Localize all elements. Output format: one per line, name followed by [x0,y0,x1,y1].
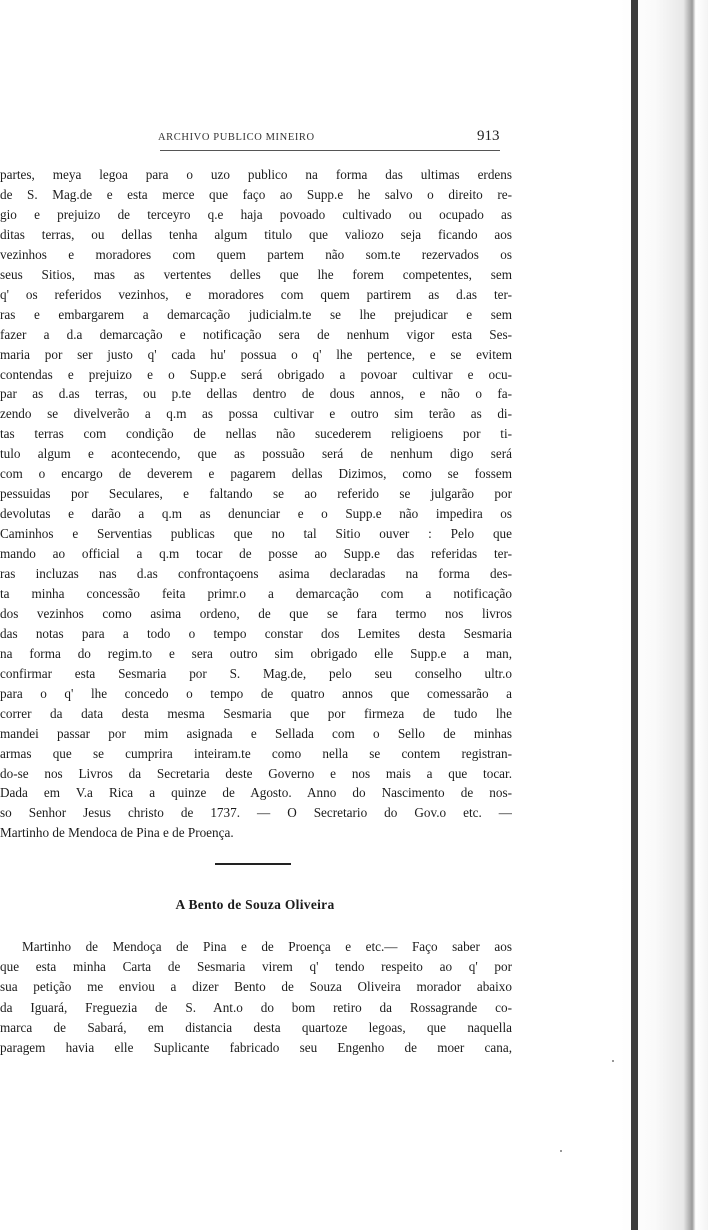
text-line: correr da data desta mesma Sesmaria que por firmeza de tudo lhe [0,705,512,721]
text-line: maria por ser justo q' cada hu' possua o q' lhe pertence, e se evitem [0,346,512,362]
text-line: que esta minha Carta de Sesmaria virem q' tendo respeito ao q' por [0,959,512,975]
text-line: mandei passar por mim asignada e Sellada com o Sello de minhas [0,725,512,741]
text-line: armas que se cumprira inteiram.te como nella se contem registran- [0,745,512,761]
paper-speck [560,1150,562,1152]
text-line: confirmar esta Sesmaria por S. Mag.de, pelo seu conselho ultr.o [0,665,512,681]
text-line: contendas e prejuizo e o Supp.e será obrigado a povoar cultivar e ocu- [0,366,512,382]
text-line: vezinhos e moradores com quem partem não som.te rezervados os [0,246,512,262]
text-line: ras incluzas nas d.as confrontaçoens asima declaradas na forma des- [0,566,512,581]
text-line: seus Sitios, mas as vertentes delles que lhe forem competentes, sem [0,266,512,282]
text-line: gio e prejuizo de terceyro q.e haja povoado cultivado ou ocupado as [0,206,512,222]
text-line: Martinho de Mendoça de Pina e de Proença e etc.— Faço saber aos [22,939,512,954]
text-line: na forma do regim.to e sera outro sim obrigado elle Supp.e a man, [0,645,512,661]
text-line: Martinho de Mendoca de Pina e de Proença. [0,825,234,841]
section-divider [215,863,291,865]
text-line: fazer a d.a demarcação e notificação sera de nenhum vigor esta Ses- [0,326,512,342]
text-line: partes, meya legoa para o uzo publico na forma das ultimas erdens [0,167,512,182]
text-line: so Senhor Jesus christo de 1737. — O Secretario do Gov.o etc. — [0,805,512,821]
text-line: de S. Mag.de e esta merce que faço ao Supp.e he salvo o direito re- [0,186,512,202]
text-line: para o q' lhe concedo o tempo de quatro annos que comessarão a [0,685,512,701]
text-line: tulo algum e acontecendo, que as possuão será de nenhum digo será [0,446,512,462]
text-line: marca de Sabará, em distancia desta quartoze legoas, que naquella [0,1019,512,1035]
header-rule [160,150,500,151]
text-line: devolutas e darão a q.m as denunciar e o Supp.e não impedira os [0,506,512,522]
page-number: 913 [477,128,500,144]
text-line: ditas terras, ou dellas tenha algum titulo que valiozo seja ficando aos [0,226,512,242]
text-line: Dada em V.a Rica a quinze de Agosto. Anno do Nascimento de nos- [0,785,512,801]
section-heading: A Bento de Souza Oliveira [175,897,335,912]
text-line: sua petição me enviou a dizer Bento de Souza Oliveira morador abaixo [0,979,512,995]
text-line: pessuidas por Seculares, e faltando se ao referido se julgarão por [0,486,512,502]
book-spine-edge [631,0,638,1230]
text-line: par as d.as terras, ou p.te dellas dentro de dous annos, e não o fa- [0,386,512,402]
text-line: da Iguará, Freguezia de S. Ant.o do bom retiro da Rossagrande co- [0,999,512,1015]
text-line: com o encargo de deverem e pagarem dellas Dizimos, como se fossem [0,466,512,482]
text-line: tas terras com condição de nellas não sucederem religioens por ti- [0,426,512,442]
text-line: mando ao official a q.m tocar de posse ao Supp.e das referidas ter- [0,546,512,562]
text-line: q' os referidos vezinhos, e moradores com quem partirem as d.as ter- [0,286,512,302]
text-line: das notas para a todo o tempo constar dos Lemites desta Sesmaria [0,625,512,641]
text-line: ta minha concessão feita primr.o a demarcação com a notificação [0,585,512,601]
page-header [0,128,520,148]
text-line: ras e embargarem a demarcação judicialm.te se lhe prejudicar e sem [0,306,512,322]
paper-speck [612,1060,614,1062]
text-line: do-se nos Livros da Secretaria deste Governo e nos mais a que tocar. [0,765,512,781]
text-line: paragem havia elle Suplicante fabricado seu Engenho de moer cana, [0,1040,512,1055]
text-line: Caminhos e Serventias publicas que no tal Sitio ouver : Pelo que [0,526,512,542]
text-line: dos vezinhos como asima ordeno, de que se fara termo nos livros [0,605,512,621]
text-line: zendo se divelverão a q.m as possa cultivar e outro sim terão as di- [0,406,512,422]
running-title: ARCHIVO PUBLICO MINEIRO [158,132,315,143]
